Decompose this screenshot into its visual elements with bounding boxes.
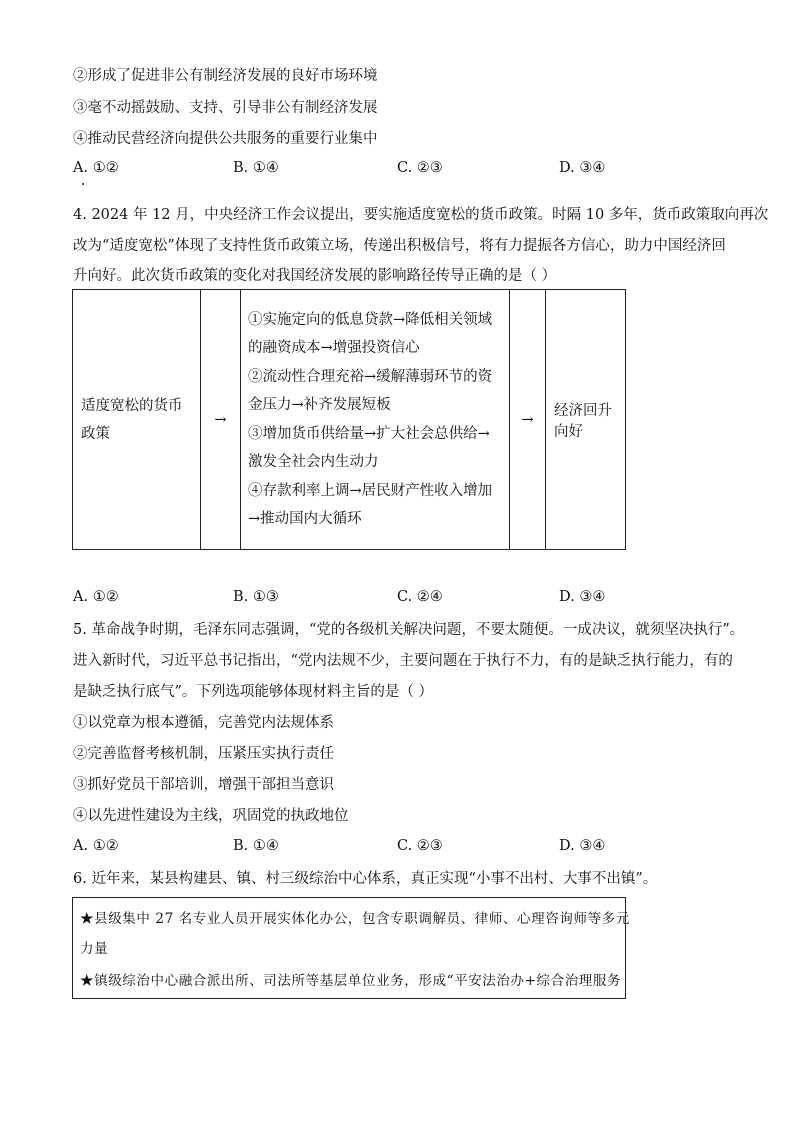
q4-stem-line-2: 改为“适度宽松”体现了支持性货币政策立场，传递出积极信号，将有力提振各方信心，助力中国经济回 [73,238,726,254]
flow-middle [241,290,510,550]
q5-option-a[interactable]: A. ①② [73,838,119,854]
q4-options [73,589,633,609]
q4-stem-line-1: 4. 2024 年 12 月，中央经济工作会议提出，要实施适度宽松的货币政策。时隔 10 多年，货币政策取向再次 [73,207,769,223]
q4-option-b[interactable]: B. ①③ [233,589,279,605]
q5-options [73,838,633,858]
q6-box-line-1: ★县级集中 27 名专业人员开展实体化办公，包含专职调解员、律师、心理咨询师等多元 [80,911,630,927]
q3-option-b[interactable]: B. ①④ [233,160,279,176]
q4-flow-table [72,289,626,550]
q6-box-line-2: 力量 [80,941,109,957]
q3-options [73,160,633,180]
q5-stem-line-1: 5. 革命战争时期，毛泽东同志强调，“党的各级机关解决问题，不要太随便。一成决议，就须坚决执行”。 [73,622,745,638]
q5-stem-line-3: 是缺乏执行底气”。下列选项能够体现材料主旨的是（ ） [73,684,434,700]
flow-middle-line: →推动国内大循环 [248,511,362,527]
flow-arrow-1: → [201,290,241,550]
q3-option-d[interactable]: D. ③④ [559,160,606,176]
q5-item-2: ②完善监督考核机制，压紧压实执行责任 [73,746,334,762]
q4-stem-line-3: 升向好。此次货币政策的变化对我国经济发展的影响路径传导正确的是（ ） [73,268,557,284]
q4-option-a[interactable]: A. ①② [73,589,119,605]
q5-item-4: ④以先进性建设为主线，巩固党的执政地位 [73,808,349,824]
flow-middle-line: ②流动性合理充裕→缓解薄弱环节的资 [248,368,493,385]
flow-middle-line: ①实施定向的低息贷款→降低相关领域 [248,311,493,328]
flow-middle-line: 金压力→补齐发展短板 [248,397,391,413]
q5-item-1: ①以党章为根本遵循，完善党内法规体系 [73,715,334,731]
stray-dot [82,183,84,185]
flow-middle-line: ③增加货币供给量→扩大社会总供给→ [248,425,490,442]
flow-start: 适度宽松的货币政策 [73,290,201,550]
flow-arrow-2: → [510,290,546,550]
q3-item-2: ②形成了促进非公有制经济发展的良好市场环境 [73,68,378,84]
q5-option-d[interactable]: D. ③④ [559,838,606,854]
flow-middle-line: 的融资成本→增强投资信心 [248,340,420,356]
q3-option-a[interactable]: A. ①② [73,160,119,176]
q6-stem: 6. 近年来，某县构建县、镇、村三级综治中心体系，真正实现“小事不出村、大事不出镇”。 [73,871,658,887]
flow-end: 经济回升向好 [546,290,626,550]
q5-option-b[interactable]: B. ①④ [233,838,279,854]
q3-item-4: ④推动民营经济向提供公共服务的重要行业集中 [73,131,378,147]
flow-middle-line: 激发全社会内生动力 [248,454,379,470]
flow-middle-line: ④存款利率上调→居民财产性收入增加 [248,482,493,499]
q4-option-d[interactable]: D. ③④ [559,589,606,605]
q5-stem-line-2: 进入新时代，习近平总书记指出，“党内法规不少，主要问题在于执行不力，有的是缺乏执行能力，有的 [73,653,733,669]
q5-option-c[interactable]: C. ②③ [397,838,443,854]
q3-option-c[interactable]: C. ②③ [397,160,443,176]
q3-item-3: ③毫不动摇鼓励、支持、引导非公有制经济发展 [73,100,378,116]
q6-box-line-3: ★镇级综治中心融合派出所、司法所等基层单位业务，形成“平安法治办+综合治理服务 [80,973,622,989]
q6-material-box [72,897,630,999]
q4-option-c[interactable]: C. ②④ [397,589,443,605]
q5-item-3: ③抓好党员干部培训，增强干部担当意识 [73,777,334,793]
